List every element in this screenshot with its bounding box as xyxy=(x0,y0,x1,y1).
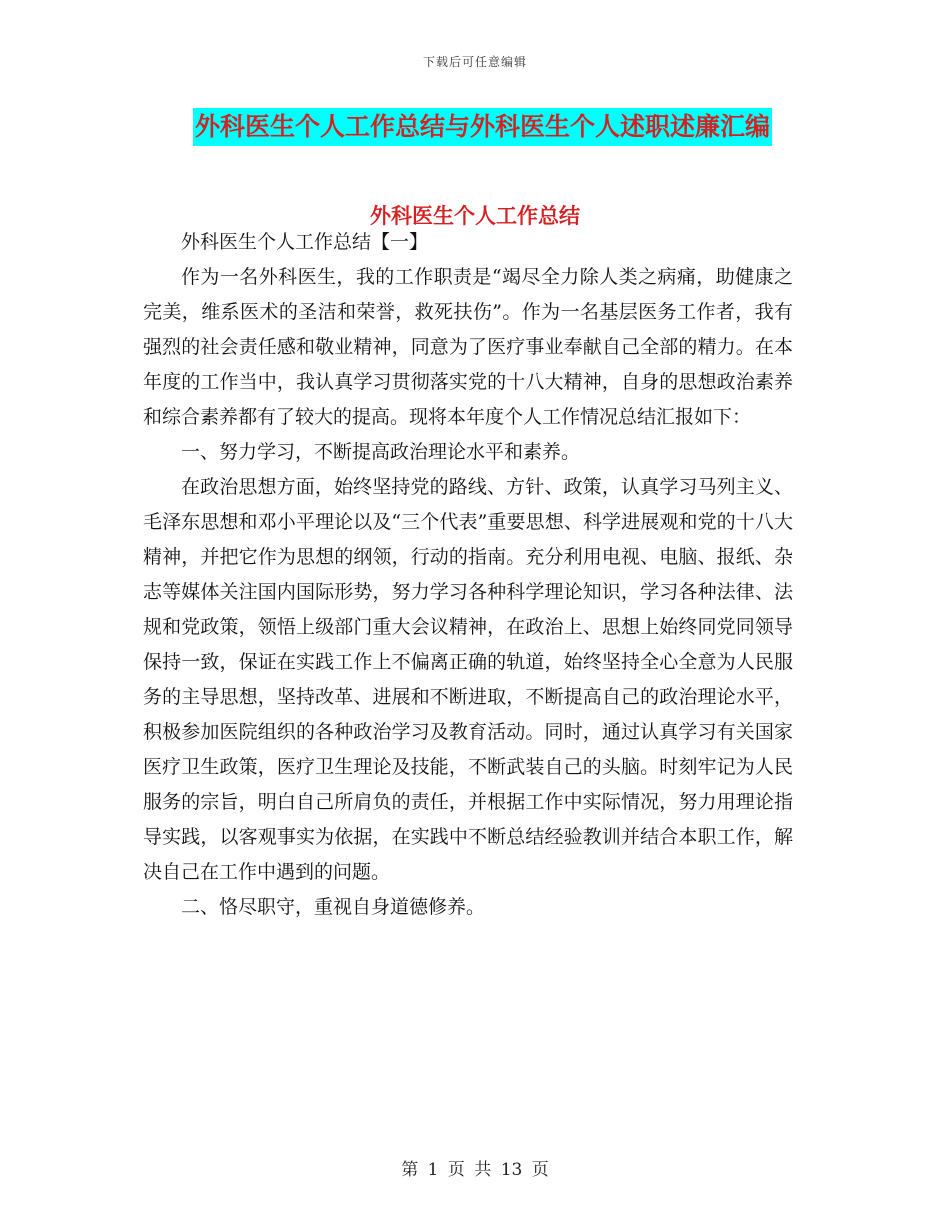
paragraph-heading: 二、恪尽职守，重视自身道德修养。 xyxy=(181,896,486,918)
body-text xyxy=(143,225,793,925)
main-title: 外科医生个人工作总结与外科医生个人述职述廉汇编 xyxy=(193,108,772,146)
paragraph-subheading: 外科医生个人工作总结【一】 xyxy=(181,231,429,253)
paragraph: 在政治思想方面，始终坚持党的路线、方针、政策，认真学习马列主义、毛泽东思想和邓小平理论以及“三个代表”重要思想、科学进展观和党的十八大精神，并把它作为思想的纲领，行动的指南。充分利用电视、电脑、报纸、杂志等媒体关注国内国际形势，努力学习各种科学理论知识，学习各种法律、法规和党政策，领悟上级部门重大会议精神，在政治上、思想上始终同党同领导保持一致，保证在实践工作上不偏离正确的轨道，始终坚持全心全意为人民服务的主导思想，坚持改革、进展和不断进取，不断提高自己的政治理论水平，积极参加医院组织的各种政治学习及教育活动。同时，通过认真学习有关国家医疗卫生政策，医疗卫生理论及技能，不断武装自己的头脑。时刻牢记为人民服务的宗旨，明白自己所肩负的责任，并根据工作中实际情况，努力用理论指导实践，以客观事实为依据，在实践中不断总结经验教训并结合本职工作，解决自己在工作中遇到的问题。 xyxy=(143,476,793,883)
paragraph-heading: 一、努力学习，不断提高政治理论水平和素养。 xyxy=(181,441,581,463)
page-footer: 第 1 页 共 13 页 xyxy=(401,1160,549,1180)
paragraph: 作为一名外科医生，我的工作职责是“竭尽全力除人类之病痛，助健康之完美，维系医术的圣洁和荣誉，救死扶伤”。作为一名基层医务工作者，我有强烈的社会责任感和敬业精神，同意为了医疗事业奉献自己全部的精力。在本年度的工作当中，我认真学习贯彻落实党的十八大精神，自身的思想政治素养和综合素养都有了较大的提高。现将本年度个人工作情况总结汇报如下： xyxy=(143,266,793,428)
header-note: 下载后可任意编辑 xyxy=(422,55,527,69)
section-title: 外科医生个人工作总结 xyxy=(370,204,580,228)
